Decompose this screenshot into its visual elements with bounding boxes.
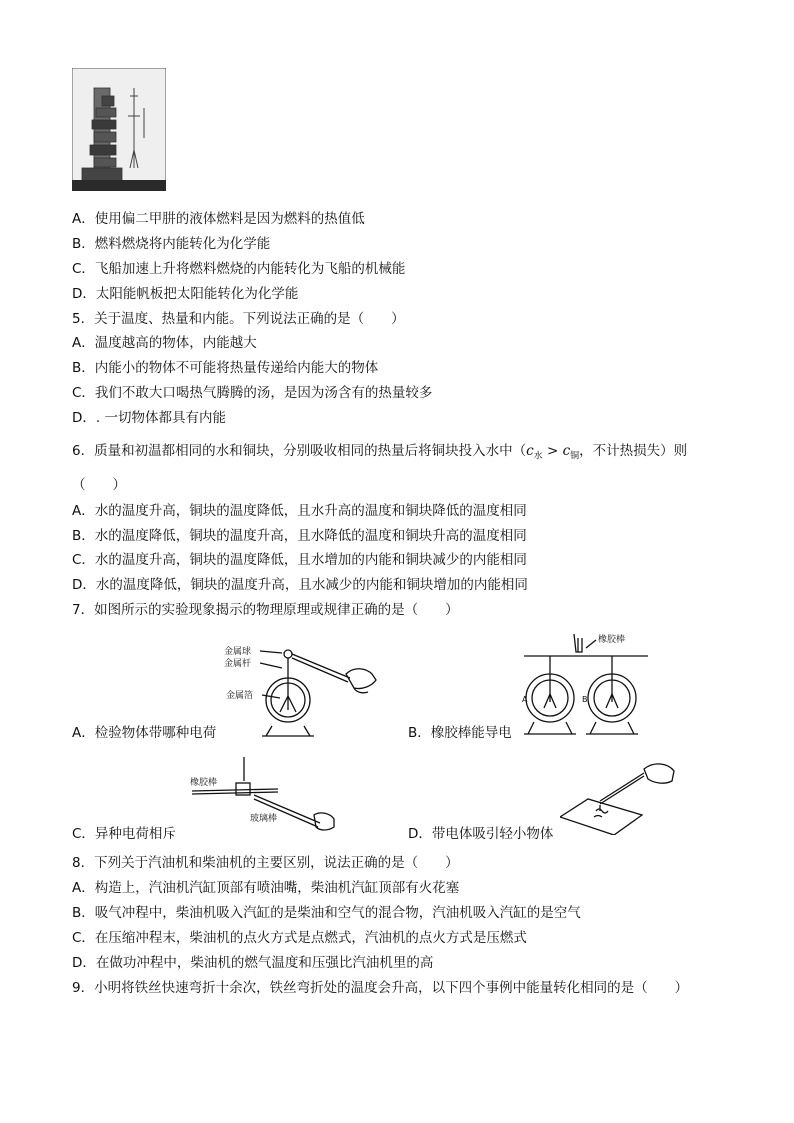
q7-option-b: B．橡胶棒能导电 [408,725,512,741]
q6-option-b: B．水的温度降低，铜块的温度升高，且水降低的温度和铜块升高的温度相同 [72,528,527,544]
q9-stem: 9．小明将铁丝快速弯折十余次，铁丝弯折处的温度会升高，以下四个事例中能量转化相同的是（ ） [72,980,689,996]
q5-option-d: D．. 一切物体都具有内能 [72,410,226,426]
label-b: B [582,695,588,704]
label-metal-foil: 金属箔 [226,691,254,701]
q4-option-c: C．飞船加速上升将燃料燃烧的内能转化为飞船的机械能 [72,261,406,277]
label-rubber-rod-b: 橡胶棒 [598,635,626,645]
label-rubber-rod-c: 橡胶棒 [190,778,218,788]
q5-option-b: B．内能小的物体不可能将热量传递给内能大的物体 [72,360,379,376]
q6-option-a: A．水的温度升高，铜块的温度降低，且水升高的温度和铜块降低的温度相同 [72,503,527,519]
q8-option-b: B．吸气冲程中，柴油机吸入汽缸的是柴油和空气的混合物，汽油机吸入汽缸的是空气 [72,905,581,921]
q5-stem: 5．关于温度、热量和内能。下列说法正确的是（ ） [72,311,405,327]
q4-option-a: A．使用偏二甲肼的液体燃料是因为燃料的热值低 [72,211,365,227]
q4-option-b: B．燃料燃烧将内能转化为化学能 [72,236,271,252]
rocket-launch-photo [72,68,166,191]
q8-option-c: C．在压缩冲程末，柴油机的点火方式是点燃式，汽油机的点火方式是压燃式 [72,930,527,946]
q8-option-a: A．构造上，汽油机汽缸顶部有喷油嘴，柴油机汽缸顶部有火花塞 [72,880,460,896]
q6-option-d: D．水的温度降低，铜块的温度升高，且水减少的内能和铜块增加的内能相同 [72,577,528,593]
two-electroscopes-figure-b [520,628,650,740]
q8-stem: 8．下列关于汽油机和柴油机的主要区别，说法正确的是（ ） [72,855,459,871]
q7-option-d: D．带电体吸引轻小物体 [408,826,554,842]
label-glass-rod: 玻璃棒 [250,814,278,824]
q6-stem: 6．质量和初温都相同的水和铜块，分别吸收相同的热量后将铜块投入水中（$c_水 > c_铜$，不计热损失）则 [72,443,688,462]
q4-option-d: D．太阳能帆板把太阳能转化为化学能 [72,286,299,302]
label-metal-rod: 金属杆 [224,659,252,669]
q7-option-a: A．检验物体带哪种电荷 [72,725,217,741]
q6-paren: （ ） [72,477,126,493]
q6-option-c: C．水的温度升高，铜块的温度降低，且水增加的内能和铜块减少的内能相同 [72,552,527,568]
q8-option-d: D．在做功冲程中，柴油机的燃气温度和压强比汽油机里的高 [72,955,434,971]
electroscope-figure-a [222,640,382,740]
label-metal-ball: 金属球 [224,647,252,657]
label-a: A [522,695,528,704]
q5-option-a: A．温度越高的物体，内能越大 [72,335,257,351]
rods-figure-c [188,755,338,835]
q7-stem: 7．如图所示的实验现象揭示的物理原理或规律正确的是（ ） [72,602,459,618]
charged-rod-figure-d [560,755,680,835]
q7-option-c: C．异种电荷相斥 [72,826,176,842]
q5-option-c: C．我们不敢大口喝热气腾腾的汤，是因为汤含有的热量较多 [72,385,433,401]
